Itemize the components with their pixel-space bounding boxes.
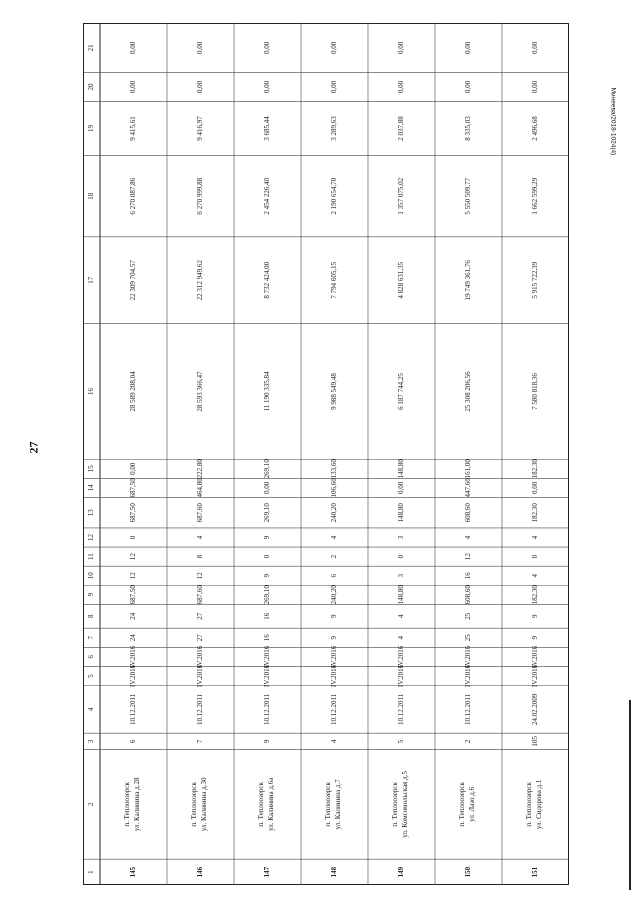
cell-c18: 6 270 999,88 xyxy=(196,177,205,215)
column-number: 12 xyxy=(87,534,96,542)
cell-c12: 4 xyxy=(531,535,540,540)
cell-address-line1: п. Теплоозерск xyxy=(190,782,199,827)
cell-c15: 222,80 xyxy=(196,459,205,479)
column-number: 2 xyxy=(87,802,96,807)
cell-c12: 4 xyxy=(196,535,205,540)
cell-c19: 9 415,61 xyxy=(129,116,138,141)
column-number: 15 xyxy=(87,465,96,473)
cell-c9: 687,50 xyxy=(129,585,138,605)
cell-address-line1: п. Теплоозерск xyxy=(123,782,132,827)
cell-c21: 0,00 xyxy=(330,41,339,54)
cell-c5: IV.2016 xyxy=(263,664,272,688)
cell-c15: 161,00 xyxy=(464,459,473,479)
cell-c7: 16 xyxy=(263,634,272,642)
cell-c5: IV.2016 xyxy=(129,664,138,688)
table-border xyxy=(84,24,569,885)
column-number: 13 xyxy=(87,509,96,517)
cell-c21: 0,00 xyxy=(531,41,540,54)
cell-address-line2: ул. Комсомольская д.5 xyxy=(401,771,410,838)
cell-c6: IV.2016 xyxy=(263,645,272,668)
rotated-data-table xyxy=(83,23,569,885)
column-number: 11 xyxy=(87,553,96,560)
cell-c3: 7 xyxy=(196,739,205,744)
cell-address-line1: п. Теплоозерск xyxy=(324,782,333,827)
cell-c21: 0,00 xyxy=(263,41,272,54)
cell-c7: 9 xyxy=(330,636,339,640)
cell-c8: 24 xyxy=(129,612,138,620)
cell-c9: 687,60 xyxy=(196,585,205,605)
cell-address-line2: ул. Сидорова д.1 xyxy=(535,779,544,830)
cell-c11: 0 xyxy=(263,554,272,559)
cell-c13: 687,50 xyxy=(129,503,138,523)
cell-c18: 2 454 226,40 xyxy=(263,177,272,215)
cell-c11: 2 xyxy=(330,554,339,559)
cell-c12: 9 xyxy=(263,535,272,540)
cell-c4: 10.12.2011 xyxy=(196,693,205,725)
cell-c4: 24.02.2009 xyxy=(531,693,540,726)
cell-address-line1: п. Теплоозерск xyxy=(458,782,467,827)
cell-c13: 182,30 xyxy=(531,503,540,523)
cell-c6: IV.2016 xyxy=(129,645,138,668)
cell-c8: 9 xyxy=(330,614,339,619)
cell-c21: 0,00 xyxy=(196,41,205,54)
column-number: 10 xyxy=(87,572,96,580)
column-number: 14 xyxy=(87,484,96,492)
cell-c13: 687,60 xyxy=(196,503,205,523)
cell-c9: 148,80 xyxy=(397,585,406,605)
cell-c12: 4 xyxy=(464,535,473,540)
cell-c16: 9 988 549,48 xyxy=(330,373,339,410)
column-number: 9 xyxy=(87,593,96,597)
cell-c12: 3 xyxy=(397,535,406,540)
column-number: 1 xyxy=(87,870,96,874)
cell-c6: IV.2016 xyxy=(397,645,406,668)
column-number: 20 xyxy=(87,83,96,91)
cell-address-line2: ул. Калинина д.30 xyxy=(200,777,209,832)
cell-c7: 24 xyxy=(129,634,138,642)
cell-c13: 608,60 xyxy=(464,503,473,523)
column-number: 21 xyxy=(87,44,96,52)
cell-c13: 240,20 xyxy=(330,503,339,523)
cell-address-line1: п. Теплоозерск xyxy=(391,782,400,827)
cell-c5: IV.2016 xyxy=(330,664,339,688)
column-number: 3 xyxy=(87,739,96,744)
cell-c15: 133,60 xyxy=(330,459,339,479)
cell-c13: 269,10 xyxy=(263,503,272,523)
cell-c17: 4 828 631,35 xyxy=(397,261,406,299)
cell-c6: IV.2016 xyxy=(531,645,540,668)
cell-c10: 12 xyxy=(196,572,205,580)
column-number: 8 xyxy=(87,614,96,619)
column-number: 6 xyxy=(87,655,96,659)
cell-row-number: 150 xyxy=(464,866,473,878)
cell-c7: 27 xyxy=(196,634,205,642)
cell-row-number: 145 xyxy=(129,866,138,878)
cell-c20: 0,00 xyxy=(263,80,272,94)
cell-address-line2: ул. Калинина д.7 xyxy=(334,779,343,830)
cell-c13: 148,80 xyxy=(397,503,406,523)
cell-c18: 5 550 509,77 xyxy=(464,177,473,215)
cell-c5: IV.2016 xyxy=(464,664,473,688)
cell-c11: 8 xyxy=(196,554,205,559)
column-number: 19 xyxy=(87,124,96,132)
column-number: 5 xyxy=(87,674,96,678)
cell-c16: 28 589 208,04 xyxy=(129,371,138,412)
cell-c14: 687,50 xyxy=(129,478,138,498)
cell-c7: 4 xyxy=(397,636,406,640)
page-number: 27 xyxy=(26,441,41,454)
cell-c16: 25 308 206,56 xyxy=(464,371,473,412)
cell-c15: 148,80 xyxy=(397,459,406,479)
cell-c19: 3 685,44 xyxy=(263,116,272,141)
cell-c21: 0,00 xyxy=(129,41,138,54)
cell-c12: 4 xyxy=(330,535,339,540)
cell-c20: 0,00 xyxy=(531,80,540,94)
cell-c12: 0 xyxy=(129,535,138,540)
column-number: 4 xyxy=(87,707,96,712)
cell-c14: 0,00 xyxy=(531,481,540,495)
cell-row-number: 149 xyxy=(397,866,406,878)
document-side-note: Минеева/2018-1024(4) xyxy=(609,87,617,156)
column-number: 7 xyxy=(87,636,96,640)
cell-c16: 28 593 366,47 xyxy=(196,371,205,412)
cell-c19: 2 037,88 xyxy=(397,116,406,141)
cell-c8: 27 xyxy=(196,612,205,620)
cell-c17: 7 794 605,15 xyxy=(330,261,339,299)
cell-c8: 9 xyxy=(531,614,540,619)
cell-c6: IV.2016 xyxy=(464,645,473,668)
cell-c18: 1 662 599,29 xyxy=(531,177,540,215)
cell-c11: 12 xyxy=(464,553,473,561)
cell-c18: 6 270 087,86 xyxy=(129,177,138,215)
cell-c9: 269,10 xyxy=(263,585,272,605)
cell-c18: 2 190 654,70 xyxy=(330,177,339,215)
cell-c19: 3 289,63 xyxy=(330,116,339,141)
cell-c9: 608,60 xyxy=(464,585,473,605)
column-number: 17 xyxy=(87,276,96,284)
cell-address-line2: ул. Калинина д.6а xyxy=(267,777,276,831)
cell-c16: 6 187 744,25 xyxy=(397,373,406,410)
cell-c20: 0,00 xyxy=(397,80,406,94)
cell-c3: 9 xyxy=(263,739,272,744)
cell-address-line1: п. Теплоозерск xyxy=(257,782,266,827)
cell-c6: IV.2016 xyxy=(196,645,205,668)
cell-c10: 4 xyxy=(531,573,540,578)
cell-address-line2: ул. Калинина д.28 xyxy=(133,777,142,832)
cell-c9: 182,30 xyxy=(531,585,540,605)
cell-c4: 10.12.2011 xyxy=(330,693,339,725)
cell-c10: 6 xyxy=(330,573,339,578)
cell-c15: 269,10 xyxy=(263,459,272,479)
cell-c10: 9 xyxy=(263,573,272,578)
cell-c17: 22 312 949,62 xyxy=(196,260,205,301)
cell-c19: 2 496,68 xyxy=(531,116,540,141)
cell-c8: 25 xyxy=(464,612,473,620)
cell-c21: 0,00 xyxy=(397,41,406,54)
column-number: 16 xyxy=(87,387,96,395)
cell-c11: 0 xyxy=(531,554,540,559)
cell-c14: 464,80 xyxy=(196,478,205,498)
cell-c20: 0,00 xyxy=(196,80,205,94)
cell-row-number: 151 xyxy=(531,866,540,878)
cell-c17: 5 915 722,39 xyxy=(531,261,540,299)
cell-c3: 6 xyxy=(129,739,138,744)
cell-c21: 0,00 xyxy=(464,41,473,54)
cell-c16: 11 190 335,84 xyxy=(263,371,272,412)
cell-c18: 1 357 075,02 xyxy=(397,177,406,215)
cell-c9: 240,20 xyxy=(330,585,339,605)
cell-c4: 10.12.2011 xyxy=(129,693,138,725)
cell-c15: 182,30 xyxy=(531,459,540,479)
cell-c19: 9 416,97 xyxy=(196,116,205,141)
cell-c17: 22 309 704,57 xyxy=(129,260,138,301)
cell-c14: 447,60 xyxy=(464,478,473,498)
cell-c10: 12 xyxy=(129,572,138,580)
cell-c11: 12 xyxy=(129,553,138,561)
cell-c3: 2 xyxy=(464,739,473,744)
cell-c6: IV.2016 xyxy=(330,645,339,668)
cell-c5: IV.2016 xyxy=(196,664,205,688)
cell-c3: 5 xyxy=(397,739,406,744)
cell-c5: IV.2016 xyxy=(531,664,540,688)
cell-c10: 16 xyxy=(464,572,473,580)
cell-c4: 10.12.2011 xyxy=(464,693,473,725)
cell-row-number: 146 xyxy=(196,866,205,878)
cell-c3: 105 xyxy=(531,736,540,747)
cell-address-line2: ул. Лазо д.6 xyxy=(468,786,477,822)
cell-c3: 4 xyxy=(330,739,339,744)
cell-c11: 0 xyxy=(397,554,406,559)
cell-c8: 4 xyxy=(397,614,406,619)
cell-row-number: 147 xyxy=(263,866,272,878)
cell-c10: 3 xyxy=(397,573,406,578)
cell-c14: 0,00 xyxy=(397,481,406,495)
cell-c15: 0,00 xyxy=(129,462,138,475)
cell-c19: 8 335,03 xyxy=(464,116,473,141)
cell-c20: 0,00 xyxy=(330,80,339,94)
cell-c8: 16 xyxy=(263,612,272,620)
cell-c14: 106,60 xyxy=(330,478,339,498)
cell-c17: 8 732 424,00 xyxy=(263,261,272,299)
cell-c5: IV.2016 xyxy=(397,664,406,688)
cell-c20: 0,00 xyxy=(129,80,138,94)
cell-c4: 10.12.2011 xyxy=(263,693,272,725)
cell-address-line1: п. Теплоозерск xyxy=(525,782,534,827)
cell-c17: 19 749 361,76 xyxy=(464,260,473,301)
cell-c7: 9 xyxy=(531,636,540,640)
cell-c4: 10.12.2011 xyxy=(397,693,406,725)
margin-line xyxy=(629,700,631,890)
cell-c20: 0,00 xyxy=(464,80,473,94)
cell-c16: 7 580 818,36 xyxy=(531,373,540,410)
column-number: 18 xyxy=(87,192,96,200)
cell-c7: 25 xyxy=(464,634,473,642)
cell-row-number: 148 xyxy=(330,866,339,878)
cell-c14: 0,00 xyxy=(263,481,272,495)
